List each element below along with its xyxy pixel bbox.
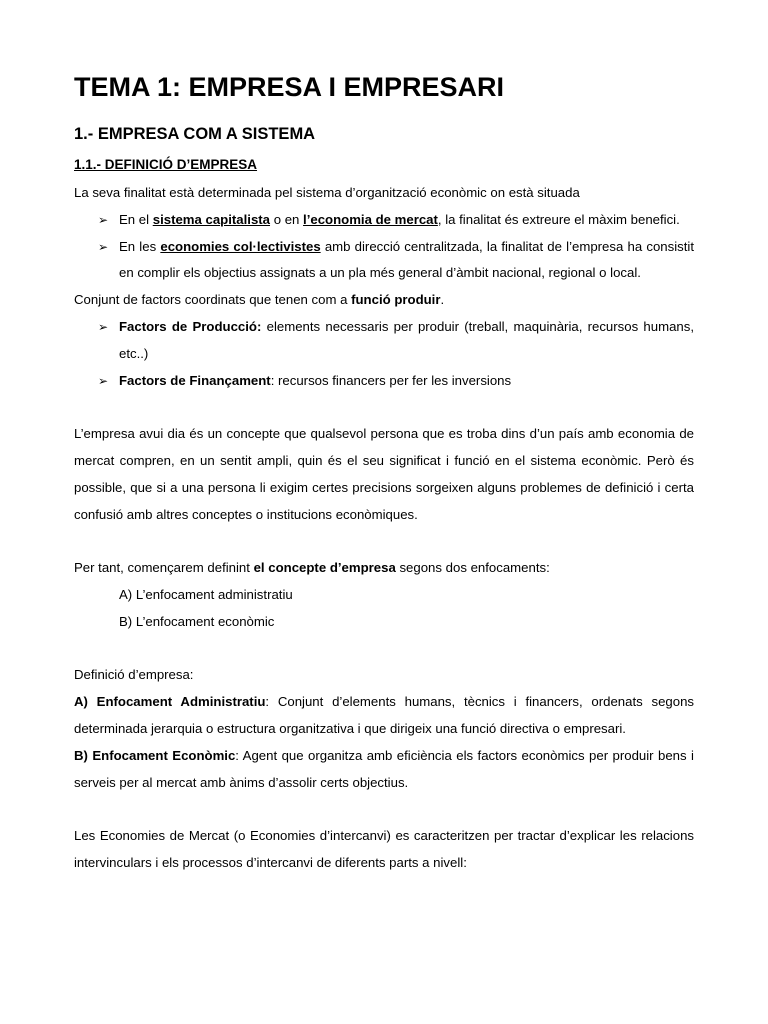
term-financing-factors: Factors de Finançament [119, 372, 271, 388]
arrow-bullet-icon: ➢ [98, 319, 109, 334]
market-economies-paragraph: Les Economies de Mercat (o Economies d’intercanvi) es caracteritzen per tractar d’explicar les relacions intervinculars i els processos d’intercanvi de diferents parts a nivell: [74, 828, 694, 870]
term-company-concept: el concepte d’empresa [253, 560, 396, 576]
bullet-text: En el [119, 211, 153, 227]
spacer [74, 796, 694, 823]
paragraph-text: . [440, 292, 445, 308]
approach-a-item: A) L’enfocament administratiu [119, 586, 293, 602]
spacer [74, 394, 694, 421]
spacer [74, 636, 694, 663]
term-market-economy: l’economia de mercat [303, 211, 438, 227]
definition-economic [74, 743, 694, 797]
bullet-text: o en [270, 211, 304, 227]
term-collectivist-economies: economies col·lectivistes [160, 238, 321, 254]
approach-b-item: B) L’enfocament econòmic [119, 613, 275, 629]
document-title: TEMA 1: EMPRESA I EMPRESARI [74, 72, 505, 102]
paragraph-text: Per tant, començarem definint [74, 560, 254, 576]
factors-intro-paragraph [74, 287, 694, 314]
term-production-factors: Factors de Producció: [119, 318, 262, 334]
intro-paragraph: La seva finalitat està determinada pel sistema d’organització econòmic on està situada [74, 185, 580, 200]
section-heading: 1.- EMPRESA COM A SISTEMA [74, 125, 316, 143]
definition-administrative [74, 689, 694, 743]
spacer [74, 528, 694, 555]
paragraph-text: : Agent que organitza amb eficiència els factors econòmics per produir bens i serveis per al mercat amb ànims d’assolir certs objectius. [74, 747, 694, 790]
paragraph-text: segons dos enfocaments: [395, 560, 550, 576]
subsection-heading: 1.1.- DEFINICIÓ D’EMPRESA [74, 157, 258, 172]
bullet-text: : recursos financers per fer les inversions [270, 372, 512, 388]
arrow-bullet-icon: ➢ [98, 239, 109, 254]
term-function-produce: funció produir [351, 292, 441, 308]
bullet-item-collectivism [74, 234, 694, 288]
bullet-text: amb direcció centralitzada, la finalitat de l’empresa ha consistit en complir els objectius assignats a un pla més general d’àmbit nacional, regional o local. [119, 238, 694, 281]
term-administrative-approach: A) Enfocament Administratiu [74, 694, 266, 710]
bullet-item-production-factors [74, 314, 694, 368]
paragraph-text: Conjunt de factors coordinats que tenen com a [74, 292, 352, 308]
company-concept-paragraph: L’empresa avui dia és un concepte que qualsevol persona que es troba dins d’un país amb economia de mercat compren, en un sentit ampli, quin és el seu significat i funció en el sistema econòmic. Però és possible, que si a una persona li exigim certes precisions sorgeixen alguns problemes de definició i certa confusió amb altres conceptes o institucions econòmiques. [74, 426, 694, 522]
bullet-text: , la finalitat és extreure el màxim benefici. [437, 211, 680, 227]
paragraph-text: : Conjunt d’elements humans, tècnics i financers, ordenats segons determinada jerarquia o estructura organitzativa i que dirigeix una funció directiva o empresari. [74, 694, 694, 736]
term-capitalist-system: sistema capitalista [152, 211, 271, 227]
approaches-paragraph [74, 555, 694, 582]
bullet-item-financing-factors [74, 368, 694, 395]
bullet-text: elements necessaris per produir (treball, maquinària, recursos humans, etc..) [119, 318, 694, 361]
bullet-item-capitalism [74, 207, 694, 234]
document-body [74, 180, 694, 877]
definition-label: Definició d’empresa: [74, 667, 194, 683]
arrow-bullet-icon: ➢ [98, 373, 109, 388]
term-economic-approach: B) Enfocament Econòmic [74, 747, 236, 763]
arrow-bullet-icon: ➢ [98, 212, 109, 227]
bullet-text: En les [119, 238, 161, 254]
